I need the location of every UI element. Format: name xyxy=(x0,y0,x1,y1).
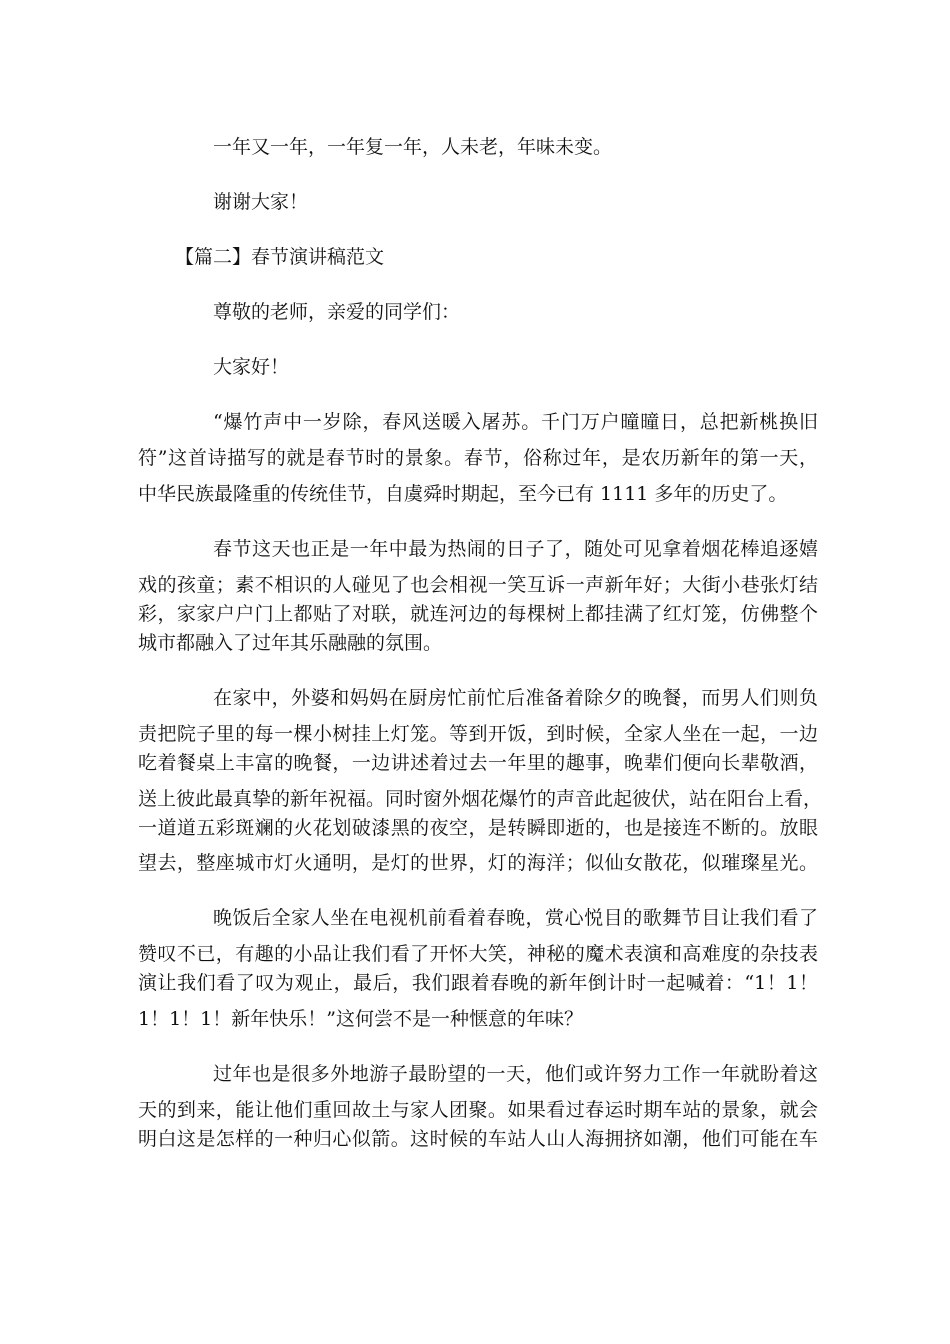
paragraph-3-line-4: 送上彼此最真挚的新年祝福。同时窗外烟花爆竹的声音此起彼伏，站在阳台上看， xyxy=(138,788,823,810)
paragraph-1-line-1: “爆竹声中一岁除，春风送暖入屠苏。千门万户曈曈日，总把新桃换旧 xyxy=(213,411,818,433)
paragraph-4-line-4: 1！1！1！新年快乐！”这何尝不是一种惬意的年味？ xyxy=(138,1008,583,1030)
paragraph-5-line-3: 明白这是怎样的一种归心似箭。这时候的车站人山人海拥挤如潮，他们可能在车 xyxy=(138,1128,818,1150)
greeting: 大家好！ xyxy=(213,356,290,378)
paragraph-4-line-3: 演让我们看了叹为观止，最后，我们跟着春晚的新年倒计时一起喊着：“1！1！ xyxy=(138,972,818,994)
paragraph-1-line-3: 中华民族最隆重的传统佳节，自虞舜时期起，至今已有 1111 多年的历史了。 xyxy=(138,483,788,505)
paragraph-1-line-2: 符”这首诗描写的就是春节时的景象。春节，俗称过年，是农历新年的第一天， xyxy=(138,447,818,469)
paragraph-closing-line: 一年又一年，一年复一年，人未老，年味未变。 xyxy=(213,136,613,158)
paragraph-4-line-2: 赞叹不已，有趣的小品让我们看了开怀大笑，神秘的魔术表演和高难度的杂技表 xyxy=(138,943,818,965)
paragraph-thanks: 谢谢大家！ xyxy=(213,191,309,213)
paragraph-3-line-2: 责把院子里的每一棵小树挂上灯笼。等到开饭，到时候，全家人坐在一起，一边 xyxy=(138,723,818,745)
paragraph-3-line-6: 望去，整座城市灯火通明，是灯的世界，灯的海洋；似仙女散花，似璀璨星光。 xyxy=(138,852,818,874)
paragraph-3-line-5: 一道道五彩斑斓的火花划破漆黑的夜空，是转瞬即逝的，也是接连不断的。放眼 xyxy=(138,817,818,839)
paragraph-2-line-1: 春节这天也正是一年中最为热闹的日子了，随处可见拿着烟花棒追逐嬉 xyxy=(213,538,818,560)
salutation: 尊敬的老师，亲爱的同学们： xyxy=(213,301,461,323)
paragraph-5-line-2: 天的到来，能让他们重回故土与家人团聚。如果看过春运时期车站的景象，就会 xyxy=(138,1099,818,1121)
paragraph-3-line-3: 吃着餐桌上丰富的晚餐，一边讲述着过去一年里的趣事，晚辈们便向长辈敬酒， xyxy=(138,752,818,774)
section-heading: 【篇二】春节演讲稿范文 xyxy=(175,246,385,268)
paragraph-2-line-2: 戏的孩童；素不相识的人碰见了也会相视一笑互诉一声新年好；大街小巷张灯结 xyxy=(138,574,818,596)
paragraph-3-line-1: 在家中，外婆和妈妈在厨房忙前忙后准备着除夕的晚餐，而男人们则负 xyxy=(213,687,818,709)
paragraph-2-line-3: 彩，家家户户门上都贴了对联，就连河边的每棵树上都挂满了红灯笼，仿佛整个 xyxy=(138,603,818,625)
paragraph-4-line-1: 晚饭后全家人坐在电视机前看着春晚，赏心悦目的歌舞节目让我们看了 xyxy=(213,907,818,929)
paragraph-2-line-4: 城市都融入了过年其乐融融的氛围。 xyxy=(138,632,443,654)
paragraph-5-line-1: 过年也是很多外地游子最盼望的一天，他们或许努力工作一年就盼着这 xyxy=(213,1063,818,1085)
